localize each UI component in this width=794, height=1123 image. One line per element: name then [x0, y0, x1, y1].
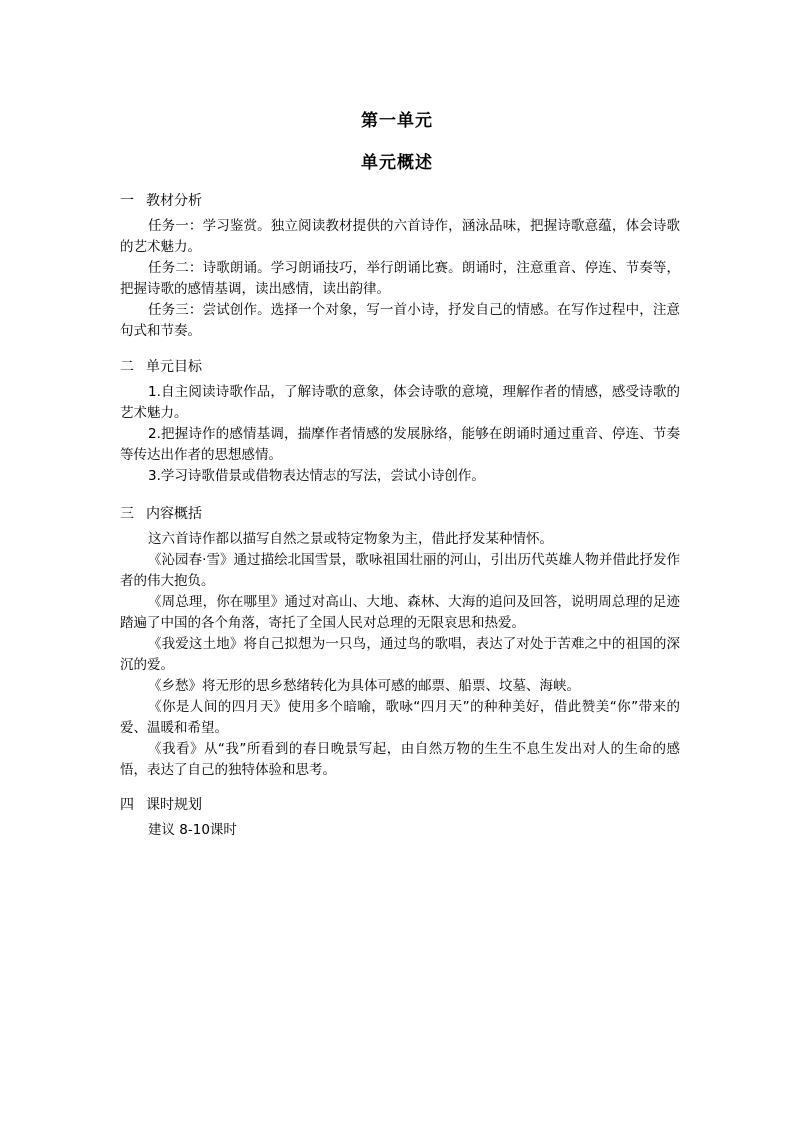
section-number: 一: [120, 193, 134, 209]
paragraph: 建议 8-10课时: [148, 822, 237, 838]
paragraph: 任务二：诗歌朗诵。学习朗诵技巧，举行朗诵比赛。朗诵时，注意重音、停连、节奏等，把握诗歌的感情基调，读出感情，读出韵律。: [120, 260, 680, 297]
paragraph: 《你是人间的四月天》使用多个暗喻，歌咏“四月天”的种种美好，借此赞美“你”带来的爱、温暖和希望。: [120, 699, 680, 736]
page-title: 第一单元: [361, 111, 433, 131]
section-lesson-plan: [120, 794, 680, 841]
section-heading-text: 单元目标: [146, 359, 202, 375]
paragraph: 2.把握诗作的感情基调，揣摩作者情感的发展脉络，能够在朗诵时通过重音、停连、节奏等传达出作者的思想感情。: [120, 426, 680, 463]
section-number: 三: [120, 506, 134, 522]
paragraph: 《我看》从“我”所看到的春日晚景写起，由自然万物的生生不息生发出对人的生命的感悟，表达了自己的独特体验和思考。: [120, 741, 680, 778]
section-number: 四: [120, 797, 134, 813]
section-content-summary: [120, 503, 680, 781]
section-heading: [120, 190, 680, 212]
section-heading-text: 教材分析: [146, 193, 202, 209]
section-heading: [120, 356, 680, 378]
paragraph: 《我爱这土地》将自己拟想为一只鸟，通过鸟的歌唱，表达了对处于苦难之中的祖国的深沉的爱。: [120, 636, 680, 673]
section-heading-text: 课时规划: [146, 797, 202, 813]
paragraph: 《沁园春·雪》通过描绘北国雪景，歌咏祖国壮丽的河山，引出历代英雄人物并借此抒发作者的伟大抱负。: [120, 552, 680, 589]
paragraph: 《周总理，你在哪里》通过对高山、大地、森林、大海的追问及回答，说明周总理的足迹踏遍了中国的各个角落，寄托了全国人民对总理的无限哀思和热爱。: [120, 594, 680, 631]
paragraph: 3.学习诗歌借景或借物表达情志的写法，尝试小诗创作。: [148, 468, 485, 484]
section-unit-goals: [120, 356, 680, 487]
paragraph: 任务一：学习鉴赏。独立阅读教材提供的六首诗作，涵泳品味，把握诗歌意蕴，体会诗歌的艺术魅力。: [120, 218, 680, 255]
section-number: 二: [120, 359, 134, 375]
section-heading-text: 内容概括: [146, 506, 202, 522]
section-materials-analysis: [120, 190, 680, 342]
paragraph: 1.自主阅读诗歌作品，了解诗歌的意象，体会诗歌的意境，理解作者的情感，感受诗歌的艺术魅力。: [120, 384, 680, 421]
paragraph: 这六首诗作都以描写自然之景或特定物象为主，借此抒发某种情怀。: [148, 531, 553, 547]
page-subtitle: 单元概述: [361, 153, 433, 173]
paragraph: 《乡愁》将无形的思乡愁绪转化为具体可感的邮票、船票、坟墓、海峡。: [148, 678, 580, 694]
section-heading: [120, 503, 680, 525]
section-heading: [120, 794, 680, 816]
paragraph: 任务三：尝试创作。选择一个对象，写一首小诗，抒发自己的情感。在写作过程中，注意句式和节奏。: [120, 302, 680, 339]
